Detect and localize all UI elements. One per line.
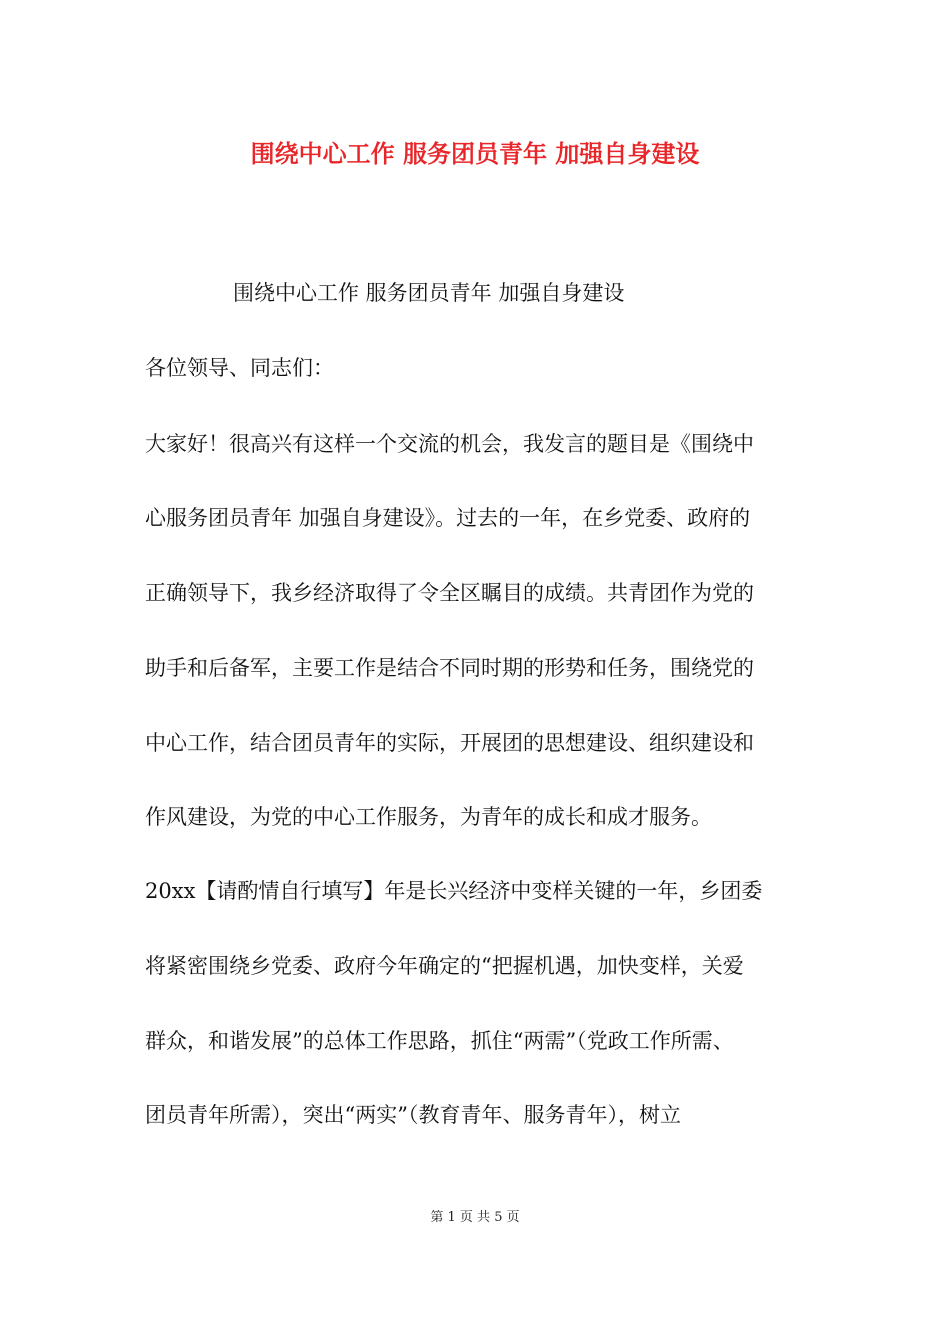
document-title: 围绕中心工作 服务团员青年 加强自身建设 xyxy=(250,140,700,168)
body-line: 正确领导下，我乡经济取得了令全区瞩目的成绩。共青团作为党的 xyxy=(145,581,754,605)
page-number: 第 1 页 共 5 页 xyxy=(430,1210,520,1225)
document-subtitle: 围绕中心工作 服务团员青年 加强自身建设 xyxy=(233,281,625,305)
body-line: 团员青年所需），突出“两实”（教育青年、服务青年），树立 xyxy=(145,1103,681,1127)
body-line: 将紧密围绕乡党委、政府今年确定的“把握机遇，加快变样，关爱 xyxy=(145,954,744,978)
body-line: 大家好！很高兴有这样一个交流的机会，我发言的题目是《围绕中 xyxy=(145,432,754,456)
greeting-line: 各位领导、同志们： xyxy=(145,356,334,380)
body-line: 群众，和谐发展”的总体工作思路，抓住“两需”（党政工作所需、 xyxy=(145,1029,734,1053)
body-line: 中心工作，结合团员青年的实际，开展团的思想建设、组织建设和 xyxy=(145,731,754,755)
body-line: 心服务团员青年 加强自身建设》。过去的一年，在乡党委、政府的 xyxy=(145,506,751,530)
body-line: 助手和后备军，主要工作是结合不同时期的形势和任务，围绕党的 xyxy=(145,656,754,680)
body-line: 20xx【请酌情自行填写】年是长兴经济中变样关键的一年，乡团委 xyxy=(145,879,763,903)
body-line: 作风建设，为党的中心工作服务，为青年的成长和成才服务。 xyxy=(145,805,712,829)
